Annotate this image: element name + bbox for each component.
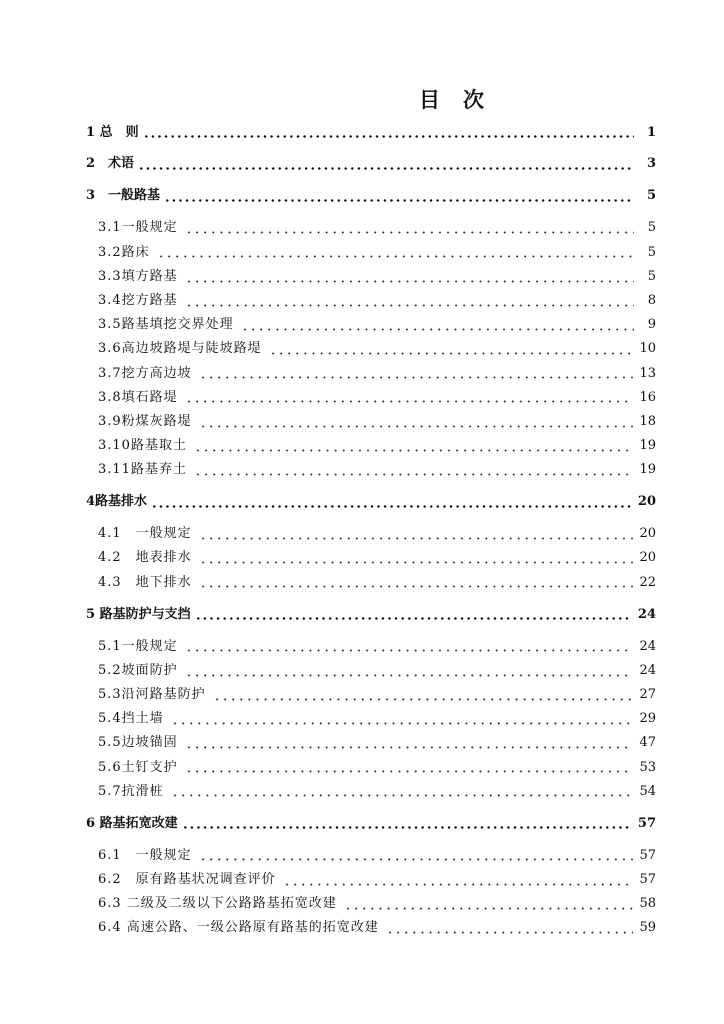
- leader-dots: [213, 683, 634, 707]
- toc-entry-label: 3.8填石路堤: [98, 389, 178, 405]
- leader-dots: [195, 603, 632, 627]
- toc-entry-page-number: 19: [639, 438, 656, 454]
- toc-section-entry: [86, 289, 656, 313]
- toc-section-entry: [86, 522, 656, 546]
- toc-section-entry: [86, 546, 656, 570]
- toc-entry-page-number: 10: [639, 341, 656, 357]
- toc-section-entry: [86, 265, 656, 289]
- toc-entry-label: 1 总 则: [86, 124, 139, 140]
- toc-section-entry: [86, 410, 656, 434]
- toc-chapter-entry: [86, 152, 656, 176]
- toc-entry-label: 4.3 地下排水: [98, 574, 192, 590]
- toc-section-entry: [86, 731, 656, 755]
- toc-entry-page-number: 24: [637, 606, 656, 622]
- toc-entry-label: 5.3沿河路基防护: [98, 687, 206, 703]
- toc-section-entry: [86, 916, 656, 940]
- toc-entry-label: 6.3 二级及二级以下公路路基拓宽改建: [98, 896, 337, 912]
- toc-entry-page-number: 53: [639, 759, 656, 775]
- toc-chapter-entry: [86, 184, 656, 208]
- toc-entry-label: 3.7挖方高边坡: [98, 365, 192, 381]
- toc-entry-page-number: 5: [647, 268, 656, 284]
- toc-section-entry: [86, 362, 656, 386]
- leader-dots: [241, 313, 634, 337]
- toc-title: 目 次: [419, 87, 485, 112]
- toc-section-entry: [86, 844, 656, 868]
- toc-section-entry: [86, 216, 656, 240]
- toc-entry-label: 4.1 一般规定: [98, 526, 192, 542]
- leader-dots: [171, 707, 634, 731]
- toc-entry-label: 3.4挖方路基: [98, 293, 178, 309]
- leader-dots: [194, 458, 634, 482]
- toc-entry-label: 3.11路基弃土: [98, 462, 187, 478]
- toc-entry-label: 3.9粉煤灰路堤: [98, 413, 192, 429]
- toc-chapter-entry: [86, 490, 656, 514]
- leader-dots: [199, 410, 634, 434]
- toc-entry-label: 5.2坡面防护: [98, 662, 178, 678]
- toc-section-entry: [86, 683, 656, 707]
- leader-dots: [138, 152, 634, 176]
- toc-entry-label: 5 路基防护与支挡: [86, 606, 191, 622]
- toc-section-entry: [86, 707, 656, 731]
- leader-dots: [386, 916, 634, 940]
- toc-entry-label: 6.4 高速公路、一级公路原有路基的拓宽改建: [98, 920, 379, 936]
- leader-dots: [269, 337, 634, 361]
- toc-entry-label: 4路基排水: [86, 494, 148, 510]
- leader-dots: [185, 731, 634, 755]
- toc-entry-page-number: 3: [646, 156, 656, 172]
- toc-entry-label: 3.3填方路基: [98, 268, 178, 284]
- toc-entry-label: 6 路基拓宽改建: [86, 815, 178, 831]
- toc-entry-page-number: 29: [639, 711, 656, 727]
- leader-dots: [185, 289, 634, 313]
- leader-dots: [185, 216, 634, 240]
- toc-entry-page-number: 5: [647, 244, 656, 260]
- toc-entry-label: 3.6高边坡路堤与陡坡路堤: [98, 341, 262, 357]
- toc-chapter-entry: [86, 603, 656, 627]
- toc-entry-label: 5.5边坡锚固: [98, 735, 178, 751]
- toc-entry-label: 6.1 一般规定: [98, 847, 192, 863]
- toc-entry-page-number: 47: [639, 735, 656, 751]
- toc-entry-page-number: 58: [639, 896, 656, 912]
- toc-entry-label: 3.2路床: [98, 244, 150, 260]
- leader-dots: [344, 892, 634, 916]
- toc-section-entry: [86, 635, 656, 659]
- toc-entry-page-number: 19: [639, 462, 656, 478]
- toc-entry-page-number: 24: [639, 638, 656, 654]
- toc-entry-page-number: 57: [637, 815, 656, 831]
- toc-section-entry: [86, 241, 656, 265]
- toc-entry-page-number: 5: [647, 220, 656, 236]
- toc-entry-page-number: 57: [639, 871, 656, 887]
- toc-entry-page-number: 22: [639, 574, 656, 590]
- toc-entry-label: 5.7抗滑桩: [98, 783, 164, 799]
- toc-section-entry: [86, 337, 656, 361]
- toc-section-entry: [86, 458, 656, 482]
- toc-entry-page-number: 20: [637, 494, 656, 510]
- toc-entry-label: 3.5路基填挖交界处理: [98, 317, 234, 333]
- leader-dots: [182, 812, 632, 836]
- leader-dots: [194, 434, 634, 458]
- toc-section-entry: [86, 892, 656, 916]
- table-of-contents: [86, 121, 656, 941]
- leader-dots: [283, 868, 634, 892]
- toc-entry-page-number: 5: [646, 188, 656, 204]
- leader-dots: [185, 635, 634, 659]
- toc-section-entry: [86, 756, 656, 780]
- leader-dots: [151, 490, 632, 514]
- toc-chapter-entry: [86, 812, 656, 836]
- toc-entry-page-number: 27: [639, 687, 656, 703]
- leader-dots: [199, 522, 634, 546]
- toc-section-entry: [86, 313, 656, 337]
- toc-entry-page-number: 54: [639, 783, 656, 799]
- toc-section-entry: [86, 571, 656, 595]
- toc-entry-label: 5.4挡土墙: [98, 711, 164, 727]
- toc-entry-label: 3 一般路基: [86, 188, 161, 204]
- toc-section-entry: [86, 434, 656, 458]
- toc-entry-page-number: 59: [639, 920, 656, 936]
- toc-entry-page-number: 13: [639, 365, 656, 381]
- toc-entry-page-number: 1: [646, 124, 656, 140]
- toc-entry-page-number: 20: [639, 550, 656, 566]
- leader-dots: [164, 184, 634, 208]
- leader-dots: [199, 362, 634, 386]
- toc-entry-label: 4.2 地表排水: [98, 550, 192, 566]
- toc-section-entry: [86, 868, 656, 892]
- toc-entry-page-number: 57: [639, 847, 656, 863]
- toc-entry-label: 3.10路基取土: [98, 438, 187, 454]
- leader-dots: [143, 121, 634, 145]
- toc-entry-label: 6.2 原有路基状况调查评价: [98, 871, 276, 887]
- leader-dots: [199, 546, 634, 570]
- toc-entry-label: 5.6土钉支护: [98, 759, 178, 775]
- leader-dots: [185, 659, 634, 683]
- leader-dots: [199, 571, 634, 595]
- toc-entry-page-number: 16: [639, 389, 656, 405]
- toc-section-entry: [86, 386, 656, 410]
- leader-dots: [171, 780, 634, 804]
- leader-dots: [199, 844, 634, 868]
- toc-entry-label: 2 术语: [86, 156, 135, 172]
- toc-section-entry: [86, 780, 656, 804]
- toc-entry-label: 3.1一般规定: [98, 220, 178, 236]
- toc-entry-label: 5.1一般规定: [98, 638, 178, 654]
- toc-entry-page-number: 8: [647, 293, 656, 309]
- toc-chapter-entry: [86, 121, 656, 145]
- toc-entry-page-number: 18: [639, 413, 656, 429]
- leader-dots: [185, 265, 634, 289]
- leader-dots: [185, 386, 634, 410]
- toc-section-entry: [86, 659, 656, 683]
- toc-entry-page-number: 9: [647, 317, 656, 333]
- leader-dots: [185, 756, 634, 780]
- leader-dots: [157, 241, 634, 265]
- toc-entry-page-number: 20: [639, 526, 656, 542]
- toc-entry-page-number: 24: [639, 662, 656, 678]
